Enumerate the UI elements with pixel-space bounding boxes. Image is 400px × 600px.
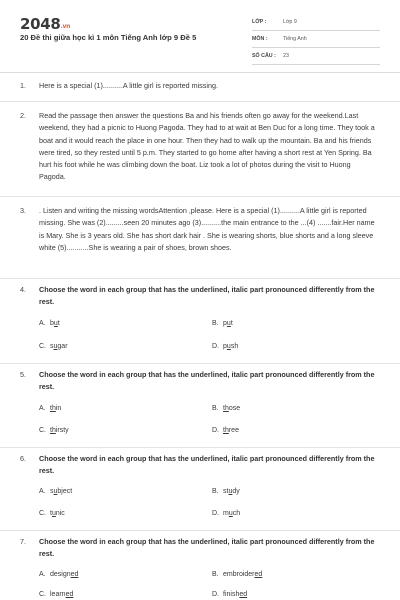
option-word-part: s	[50, 343, 54, 350]
option-word-part: sh	[230, 343, 239, 350]
question-number: 2.	[20, 111, 26, 120]
option-underlined-part: u	[228, 488, 233, 495]
meta-row-question-count	[252, 48, 380, 65]
option-letter: A.	[39, 571, 46, 578]
option-letter: D.	[212, 427, 219, 434]
meta-row-class	[252, 14, 380, 31]
option-b[interactable]	[212, 488, 240, 495]
option-a[interactable]	[39, 571, 78, 578]
question-5	[20, 369, 382, 395]
meta-key: SỐ CÂU :	[252, 53, 276, 59]
site-logo[interactable]	[20, 15, 70, 33]
option-word-part: dy	[232, 488, 240, 495]
option-letter: B.	[212, 488, 219, 495]
option-underlined-part: th	[50, 427, 56, 434]
question-text: . Listen and writing the missing wordsAttention ,please. Here is a special (1)..........A little girl is reported missing. She was (2).........seen 20 minutes ago (3)..........the main entrance to the ...(4) .......fair.Her name is Mary. She is 3 years old. She has short dark hair . She is wearing shorts, blue shorts and a long sleeve white (5)...........She is wearing a pair of shoes, brown shoes.	[39, 206, 375, 252]
question-separator	[0, 447, 400, 448]
option-word-part: t	[50, 510, 52, 517]
document-title: 20 Đề thi giữa học kì 1 môn Tiếng Anh lớp 9 Đề 5	[20, 33, 197, 42]
option-word-part: p	[223, 343, 227, 350]
option-letter: B.	[212, 320, 219, 327]
option-word-part: learn	[50, 591, 66, 598]
option-underlined-part: u	[228, 510, 233, 517]
option-letter: C.	[39, 427, 46, 434]
option-c[interactable]	[39, 591, 73, 598]
option-word-part: in	[55, 405, 62, 412]
option-word-part: design	[50, 571, 71, 578]
option-a[interactable]	[39, 405, 61, 412]
option-word-part: ch	[232, 510, 241, 517]
option-letter: D.	[212, 510, 219, 517]
option-d[interactable]	[212, 510, 240, 517]
option-word-part: m	[223, 510, 229, 517]
question-number: 1.	[20, 81, 26, 90]
option-word-part: ree	[228, 427, 239, 434]
option-underlined-part: u	[53, 320, 58, 327]
option-c[interactable]	[39, 343, 68, 350]
option-c[interactable]	[39, 510, 65, 517]
option-d[interactable]	[212, 427, 239, 434]
option-word-part: t	[57, 320, 60, 327]
option-word-part: s	[50, 488, 54, 495]
question-number: 5.	[20, 370, 26, 379]
option-underlined-part: u	[51, 510, 56, 517]
option-underlined-part: th	[223, 427, 229, 434]
option-d[interactable]	[212, 591, 247, 598]
meta-key: LỚP :	[252, 19, 267, 25]
option-underlined-part: th	[50, 405, 56, 412]
question-separator	[0, 363, 400, 364]
option-letter: D.	[212, 591, 219, 598]
question-separator	[0, 530, 400, 531]
question-text: Choose the word in each group that has the underlined, italic part pronounced differently from the rest.	[39, 537, 375, 559]
option-letter: C.	[39, 343, 46, 350]
option-word-part: nic	[55, 510, 65, 517]
option-c[interactable]	[39, 427, 69, 434]
option-word-part: embroider	[223, 571, 255, 578]
question-text: Choose the word in each group that has the underlined, italic part pronounced differently from the rest.	[39, 285, 375, 307]
option-letter: A.	[39, 320, 46, 327]
option-a[interactable]	[39, 320, 60, 327]
option-letter: C.	[39, 591, 46, 598]
meta-value: 23	[283, 53, 289, 59]
option-letter: B.	[212, 571, 219, 578]
option-underlined-part: ed	[239, 591, 248, 598]
option-letter: C.	[39, 510, 46, 517]
option-letter: B.	[212, 405, 219, 412]
question-number: 7.	[20, 537, 26, 546]
option-d[interactable]	[212, 343, 238, 350]
question-1	[20, 80, 382, 94]
logo-main-text: 2048	[20, 15, 61, 33]
option-letter: A.	[39, 488, 46, 495]
option-word-part: bject	[57, 488, 73, 495]
meta-key: MÔN :	[252, 36, 268, 42]
logo-sub-text: .vn	[60, 23, 71, 30]
option-word-part: st	[223, 488, 229, 495]
page-header	[0, 0, 400, 74]
question-number: 3.	[20, 206, 26, 215]
option-word-part: finish	[223, 591, 240, 598]
question-text: Choose the word in each group that has the underlined, italic part pronounced differently from the rest.	[39, 454, 375, 476]
option-underlined-part: ed	[70, 571, 79, 578]
option-b[interactable]	[212, 320, 233, 327]
option-letter: D.	[212, 343, 219, 350]
option-word-part: t	[230, 320, 233, 327]
header-divider	[0, 72, 400, 73]
option-word-part: b	[50, 320, 54, 327]
question-7	[20, 536, 382, 562]
option-a[interactable]	[39, 488, 72, 495]
question-text: Read the passage then answer the questions Ba and his friends often go away for the weekend.Last weekend, they had a picnic to Huong Pagoda. They had to at wait at Ben Duc for a long time. They took a boat and it would reach the place in one hour. Then they had to walk up the mountain. Ba and his friends were tired, so they rested until 5 p.m. They started to go home after having a short rest at Yen Spring. Ba hurt his foot while he was climbing down the boat. Liz took a lot of photos during the visit to Huong Pagoda.	[39, 111, 375, 182]
option-underlined-part: ed	[65, 591, 74, 598]
option-word-part: ose	[228, 405, 241, 412]
question-4	[20, 284, 382, 310]
option-underlined-part: th	[223, 405, 229, 412]
question-separator	[0, 278, 400, 279]
meta-value: Tiếng Anh	[283, 36, 307, 42]
option-b[interactable]	[212, 405, 240, 412]
question-2	[20, 110, 382, 186]
question-text: Choose the word in each group that has the underlined, italic part pronounced differently from the rest.	[39, 370, 375, 392]
option-word-part: irsty	[55, 427, 69, 434]
option-underlined-part: u	[226, 320, 231, 327]
option-underlined-part: u	[53, 488, 58, 495]
option-letter: A.	[39, 405, 46, 412]
question-separator	[0, 196, 400, 197]
meta-row-subject	[252, 31, 380, 48]
option-word-part: p	[223, 320, 227, 327]
option-underlined-part: u	[226, 343, 231, 350]
option-b[interactable]	[212, 571, 262, 578]
option-underlined-part: ed	[254, 571, 263, 578]
question-3	[20, 205, 382, 269]
option-underlined-part: u	[53, 343, 58, 350]
question-number: 6.	[20, 454, 26, 463]
exam-meta-table	[252, 14, 380, 65]
question-number: 4.	[20, 285, 26, 294]
option-word-part: gar	[57, 343, 68, 350]
question-separator	[0, 101, 400, 102]
meta-value: Lớp 9	[283, 19, 297, 25]
question-6	[20, 453, 382, 479]
question-text: Here is a special (1)..........A little girl is reported missing.	[39, 81, 218, 90]
